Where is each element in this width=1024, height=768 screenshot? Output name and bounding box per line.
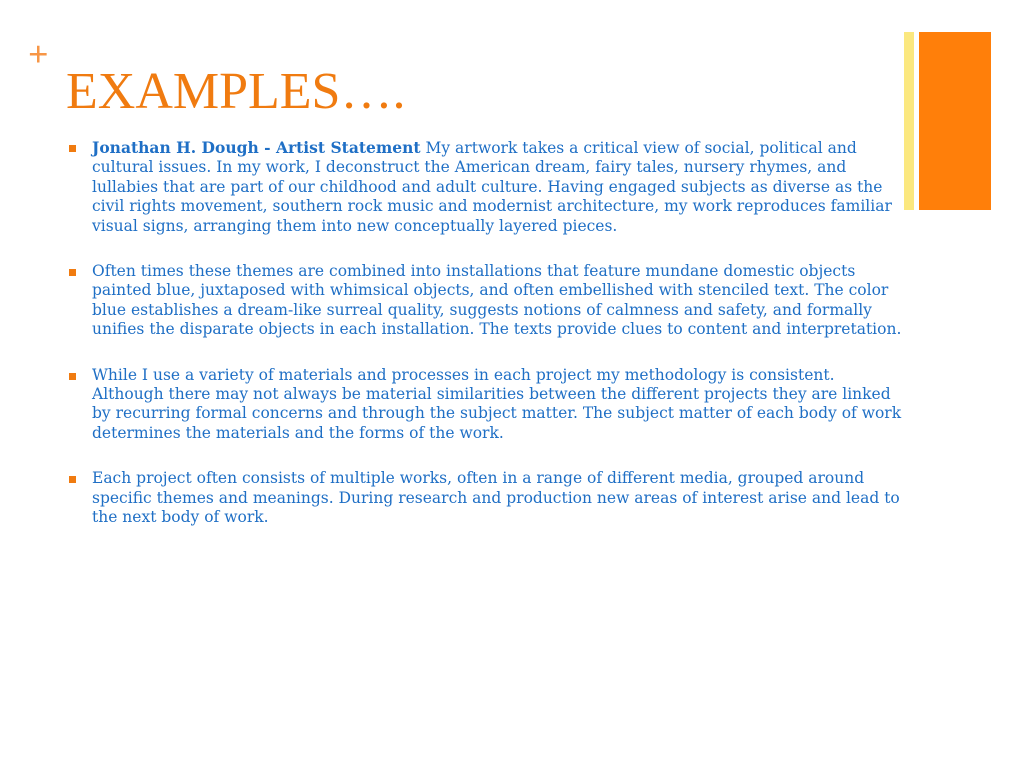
- bullet-item: [66, 469, 902, 527]
- square-bullet-icon: [69, 476, 76, 483]
- accent-bar-yellow: [904, 32, 914, 210]
- square-bullet-icon: [69, 269, 76, 276]
- square-bullet-icon: [69, 373, 76, 380]
- bullet-list: [66, 138, 902, 554]
- bullet-text: My artwork takes a critical view of social, political and cultural issues. In my work, I deconstruct the American dream, fairy tales, nursery rhymes, and lullabies that are part of our childhood and adult culture. Having engaged subjects as diverse as the civil rights movement, southern rock music and modernist architecture, my work reproduces familiar visual signs, arranging them into new conceptually layered pieces.: [92, 139, 892, 235]
- accent-bar-orange: [919, 32, 991, 210]
- square-bullet-icon: [69, 145, 76, 152]
- artist-statement-heading: Jonathan H. Dough - Artist Statement: [92, 138, 421, 157]
- bullet-text: Each project often consists of multiple works, often in a range of different media, grouped around specific themes and meanings. During research and production new areas of interest arise and lead to the next body of work.: [92, 469, 900, 527]
- bullet-text: Often times these themes are combined into installations that feature mundane domestic objects painted blue, juxtaposed with whimsical objects, and often embellished with stenciled text. The color blue establishes a dream-like surreal quality, suggests notions of calmness and safety, and formally unifies the disparate objects in each installation. The texts provide clues to content and interpretation.: [92, 262, 902, 339]
- plus-icon: +: [28, 34, 49, 74]
- bullet-item: [66, 366, 902, 444]
- bullet-item: [66, 138, 902, 236]
- bullet-text: While I use a variety of materials and processes in each project my methodology is consistent. Although there may not always be material similarities between the different projects they are linked by recurring formal concerns and through the subject matter. The subject matter of each body of work determines the materials and the forms of the work.: [92, 365, 902, 442]
- slide-title: EXAMPLES….: [66, 63, 406, 120]
- bullet-item: [66, 262, 902, 340]
